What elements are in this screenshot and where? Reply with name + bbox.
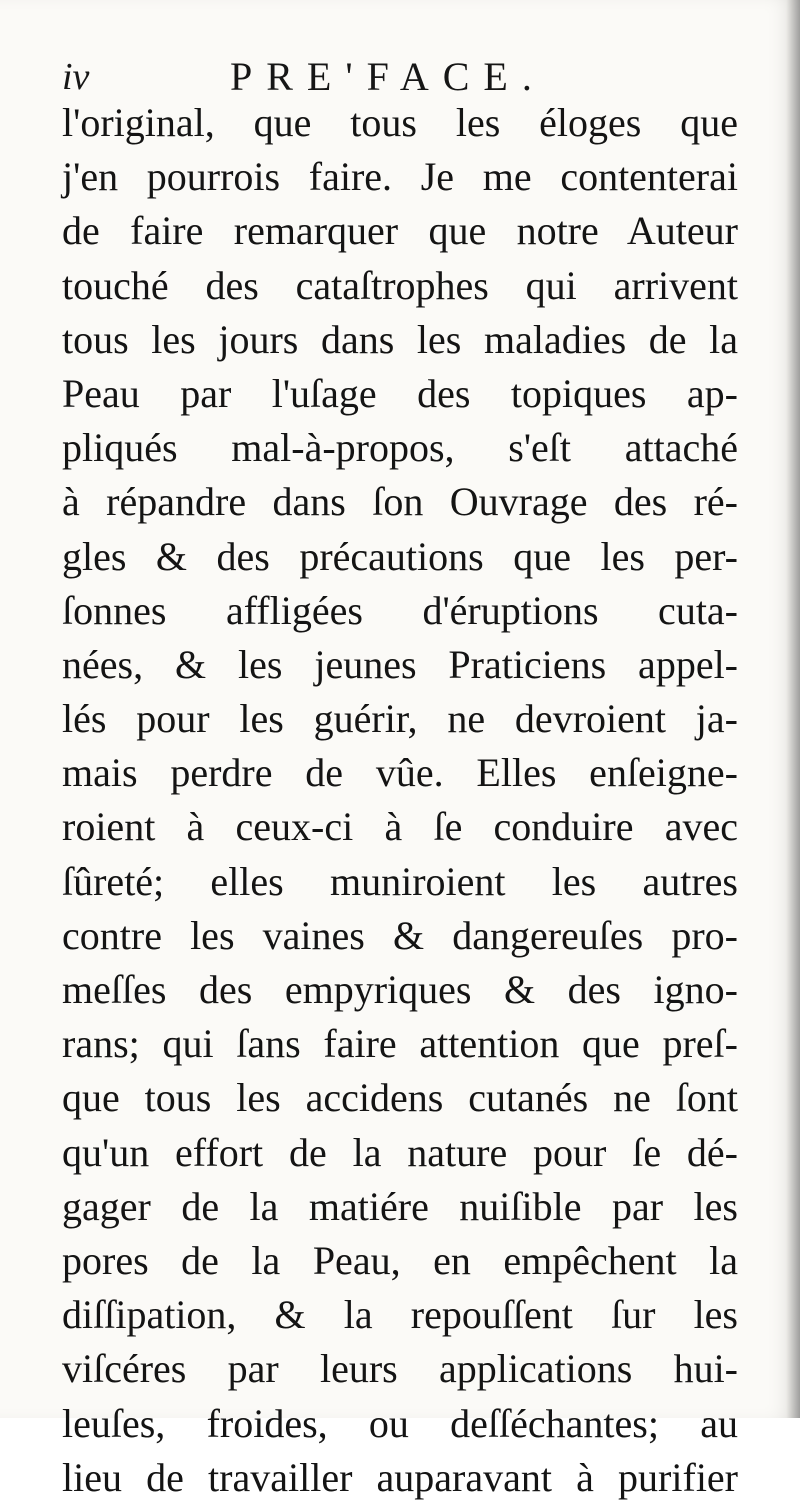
text-line: de faire remarquer que notre Auteur: [62, 208, 738, 254]
text-line: lés pour les guérir, ne devroient ja-: [62, 696, 738, 742]
running-header: [62, 52, 742, 102]
text-line: touché des cataſtrophes qui arrivent: [62, 262, 738, 308]
text-line: à répandre dans ſon Ouvrage des ré-: [62, 479, 738, 525]
text-line: j'en pourrois faire. Je me contenterai: [62, 154, 738, 200]
text-line: diſſipation, & la repouſſent ſur les: [62, 1292, 738, 1338]
body-text: [62, 96, 738, 1505]
text-line: que tous les accidens cutanés ne ſont: [62, 1075, 738, 1121]
text-line: gager de la matiére nuiſible par les: [62, 1183, 738, 1229]
text-line: viſcéres par leurs applications hui-: [62, 1346, 738, 1392]
text-line: qu'un effort de la nature pour ſe dé-: [62, 1129, 738, 1175]
text-line: pores de la Peau, en empêchent la: [62, 1237, 738, 1283]
running-title: PRE'FACE.: [230, 54, 546, 99]
text-line: rans; qui ſans faire attention que preſ-: [62, 1021, 738, 1067]
text-line: nées, & les jeunes Praticiens appel-: [62, 641, 738, 687]
text-line: meſſes des empyriques & des igno-: [62, 967, 738, 1012]
text-line: tous les jours dans les maladies de la: [62, 316, 738, 362]
page-number: iv: [62, 56, 90, 98]
text-line: l'original, que tous les éloges que: [62, 100, 738, 145]
text-line: leuſes, froides, ou deſſéchantes; au: [62, 1400, 738, 1446]
text-line: ſûreté; elles muniroient les autres: [62, 858, 738, 904]
text-line: gles & des précautions que les per-: [62, 533, 738, 579]
text-line: lieu de travailler auparavant à purifier: [62, 1454, 738, 1500]
text-line: ſonnes affligées d'éruptions cuta-: [62, 587, 738, 633]
text-line: roient à ceux-ci à ſe conduire avec: [62, 804, 738, 850]
text-line: mais perdre de vûe. Elles enſeigne-: [62, 750, 738, 796]
page-edge-shadow: [786, 0, 800, 1418]
text-line: Peau par l'uſage des topiques ap-: [62, 370, 738, 416]
text-line: contre les vaines & dangereuſes pro-: [62, 912, 738, 958]
text-line: pliqués mal-à-propos, s'eſt attaché: [62, 425, 738, 471]
